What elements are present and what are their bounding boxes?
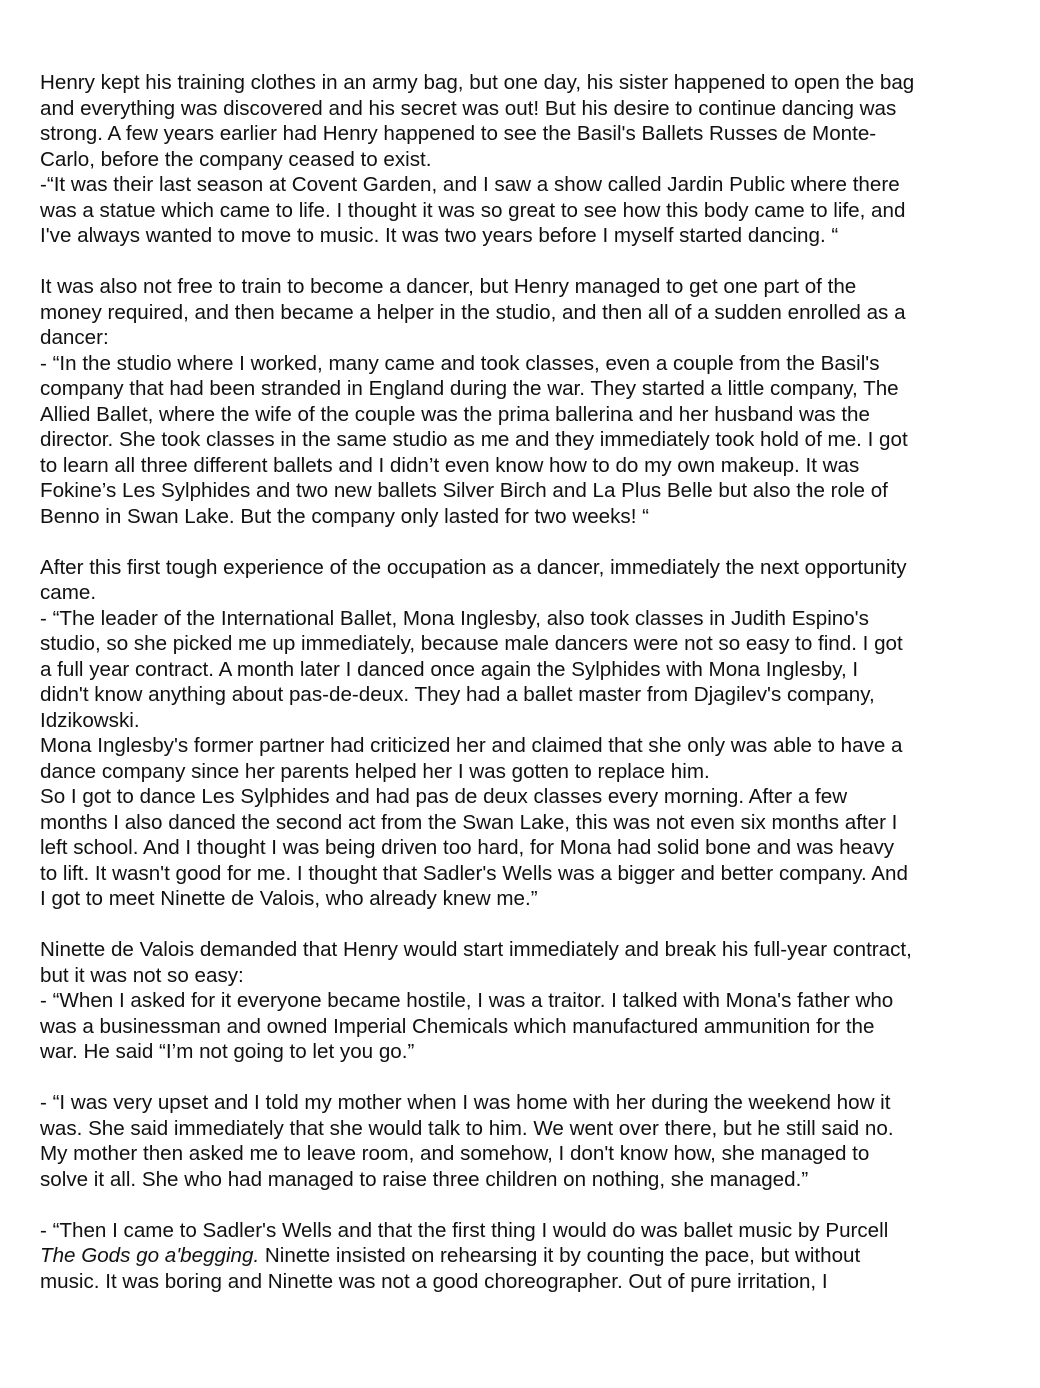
text-line: was a businessman and owned Imperial Chemicals which manufactured ammunition for the [40,1014,875,1038]
text-line: but it was not so easy: [40,963,244,987]
text-line: solve it all. She who had managed to raise three children on nothing, she managed.” [40,1167,809,1191]
paragraph-5 [40,1090,985,1192]
text-line: was a statue which came to life. I thought it was so great to see how this body came to life, and [40,198,906,222]
ballet-title: The Gods go a'begging. [40,1244,260,1267]
paragraph-gap [40,1065,985,1091]
text-line: music. It was boring and Ninette was not a good choreographer. Out of pure irritation, I [40,1269,828,1293]
text-line: left school. And I thought I was being driven too hard, for Mona had solid bone and was heavy [40,836,895,859]
text-line: war. He said “I’m not going to let you go.” [40,1040,415,1063]
text-line: Allied Ballet, where the wife of the couple was the prima ballerina and her husband was the [40,402,870,426]
paragraph-gap [40,249,985,275]
text-line: to lift. It wasn't good for me. I thought that Sadler's Wells was a bigger and better company. And [40,861,908,885]
text-line: Ninette de Valois demanded that Henry would start immediately and break his full-year contract, [40,938,912,961]
text-line: - “The leader of the International Ballet, Mona Inglesby, also took classes in Judith Espino's [40,606,869,630]
text-line: and everything was discovered and his secret was out! But his desire to continue dancing was [40,96,897,120]
text-line: So I got to dance Les Sylphides and had pas de deux classes every morning. After a few [40,785,848,808]
text-line: money required, and then became a helper in the studio, and then all of a sudden enrolled as a [40,300,906,324]
paragraph-gap [40,529,985,555]
text-line [40,1243,985,1269]
text-span: Ninette insisted on rehearsing it by counting the pace, but without [259,1244,861,1267]
text-line: Henry kept his training clothes in an army bag, but one day, his sister happened to open the bag [40,71,915,94]
text-line: - “Then I came to Sadler's Wells and that the first thing I would do was ballet music by Purcell [40,1218,889,1242]
text-line: dancer: [40,326,109,349]
text-line: Carlo, before the company ceased to exist. [40,147,432,171]
paragraph-2 [40,274,985,529]
text-line: I got to meet Ninette de Valois, who already knew me.” [40,887,538,910]
text-line: I've always wanted to move to music. It was two years before I myself started dancing. “ [40,224,839,247]
text-line: director. She took classes in the same studio as me and they immediately took hold of me. I got [40,428,908,451]
text-line: strong. A few years earlier had Henry happened to see the Basil's Ballets Russes de Monte- [40,122,877,145]
text-line: - “I was very upset and I told my mother when I was home with her during the weekend how it [40,1091,891,1114]
text-line: - “In the studio where I worked, many came and took classes, even a couple from the Basil's [40,351,880,375]
text-line: My mother then asked me to leave room, and somehow, I don't know how, she managed to [40,1142,870,1165]
text-line: to learn all three different ballets and I didn’t even know how to do my own makeup. It was [40,453,860,477]
text-line: Mona Inglesby's former partner had criticized her and claimed that she only was able to have a [40,734,903,757]
text-line: studio, so she picked me up immediately, because male dancers were not so easy to find. I got [40,632,903,655]
text-line: Benno in Swan Lake. But the company only lasted for two weeks! “ [40,504,649,528]
text-line: Idzikowski. [40,708,140,732]
text-line: After this first tough experience of the occupation as a dancer, immediately the next opportunity [40,555,907,579]
text-line: came. [40,581,97,604]
text-line: dance company since her parents helped her I was gotten to replace him. [40,759,710,783]
text-line: was. She said immediately that she would talk to him. We went over there, but he still said no. [40,1116,894,1140]
text-line: - “When I asked for it everyone became hostile, I was a traitor. I talked with Mona's father who [40,989,894,1012]
text-line: months I also danced the second act from the Swan Lake, this was not even six months after I [40,810,898,834]
text-line: didn't know anything about pas-de-deux. They had a ballet master from Djagilev's company, [40,683,875,706]
paragraph-gap [40,1192,985,1218]
text-line: a full year contract. A month later I danced once again the Sylphides with Mona Inglesby, I [40,657,859,681]
paragraph-gap [40,912,985,938]
paragraph-6 [40,1218,985,1295]
document-page [40,70,985,1294]
paragraph-3 [40,555,985,912]
document-body [40,70,985,1218]
paragraph-4 [40,937,985,1065]
text-line: Fokine’s Les Sylphides and two new ballets Silver Birch and La Plus Belle but also the role of [40,479,888,502]
text-line: company that had been stranded in England during the war. They started a little company, The [40,377,899,400]
text-line: It was also not free to train to become a dancer, but Henry managed to get one part of the [40,275,857,298]
paragraph-1 [40,70,985,249]
text-line: -“It was their last season at Covent Garden, and I saw a show called Jardin Public where there [40,173,900,196]
